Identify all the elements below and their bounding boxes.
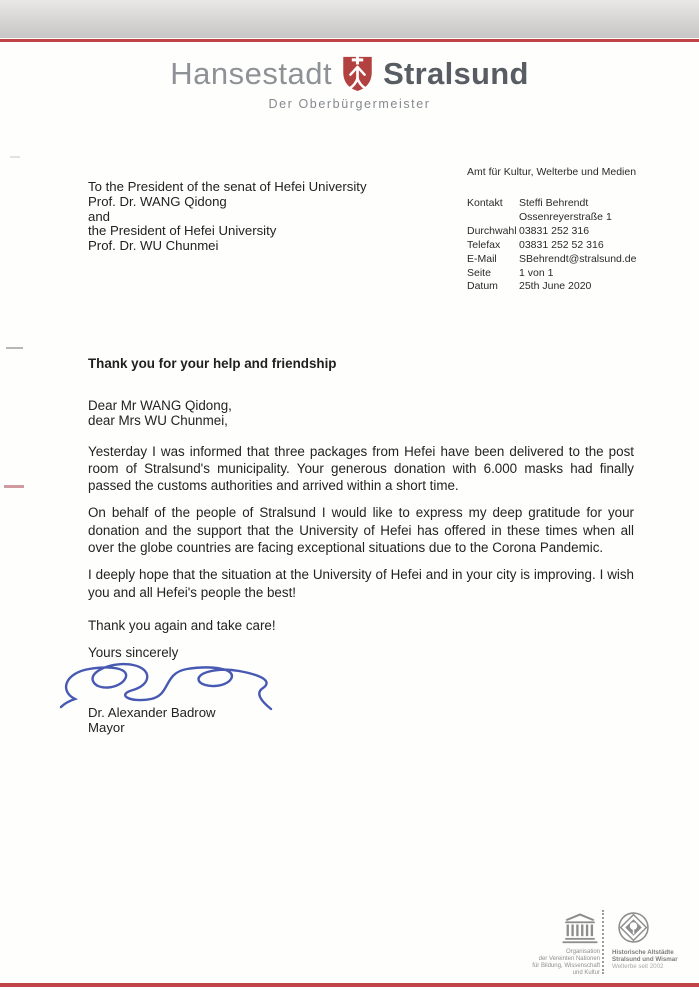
heritage-caption-line: Stralsund und Wismar xyxy=(612,956,678,963)
unesco-caption-line: und Kultur xyxy=(572,970,600,976)
unesco-caption-line: der Vereinten Nationen xyxy=(538,956,600,962)
salutation-line: Dear Mr WANG Qidong, xyxy=(88,398,232,413)
contact-row xyxy=(467,211,636,225)
contact-row xyxy=(467,197,636,211)
top-red-rule xyxy=(0,39,699,42)
closing-thanks: Thank you again and take care! xyxy=(88,617,276,633)
fold-mark xyxy=(4,485,24,488)
contact-label: Kontakt xyxy=(467,197,503,209)
recipient-line: Prof. Dr. WU Chunmei xyxy=(88,238,219,254)
contact-value: Ossenreyerstraße 1 xyxy=(519,210,612,223)
contact-label: Telefax xyxy=(467,238,501,251)
contact-label: E-Mail xyxy=(467,252,497,265)
paragraph: On behalf of the people of Stralsund I would like to express my deep gratitude for your donation and the support that the University of Hefei has offered in these times when all over the globe countries are facing exceptional situations due to the Corona Pandemic. xyxy=(88,505,634,556)
letterhead-subtitle: Der Oberbürgermeister xyxy=(268,97,431,111)
scanner-edge-band xyxy=(0,0,699,38)
logo-text-hansestadt: Hansestadt xyxy=(170,56,333,91)
recipient-line: and xyxy=(88,208,111,224)
footer-dotted-divider xyxy=(602,910,604,974)
contact-label: Durchwahl xyxy=(467,224,517,237)
unesco-caption-line: Organisation xyxy=(565,949,600,955)
unesco-logo-icon xyxy=(558,912,602,946)
signer-name: Dr. Alexander Badrow xyxy=(88,705,216,720)
recipient-line: To the President of the senat of Hefei University xyxy=(88,179,367,194)
signer-title: Mayor xyxy=(88,720,125,735)
contact-label xyxy=(467,211,519,225)
contact-value: 03831 252 316 xyxy=(519,224,590,237)
letter-body xyxy=(88,398,634,672)
department-line: Amt für Kultur, Welterbe und Medien xyxy=(467,166,637,178)
contact-row xyxy=(467,225,636,239)
contact-row xyxy=(467,267,636,281)
subject-line: Thank you for your help and friendship xyxy=(88,356,337,371)
contact-row xyxy=(467,253,636,267)
heritage-caption-line: Historische Altstädte xyxy=(612,949,674,956)
fold-mark xyxy=(10,156,20,158)
heritage-caption xyxy=(612,949,678,970)
contact-email-value: SBehrendt@stralsund.de xyxy=(519,252,637,265)
stralsund-coat-of-arms-icon xyxy=(341,54,374,92)
valediction: Yours sincerely xyxy=(88,645,179,661)
contact-value: 1 von 1 xyxy=(519,266,554,279)
logo-text-stralsund: Stralsund xyxy=(383,56,529,91)
signature-scribble xyxy=(55,657,295,719)
salutation xyxy=(88,398,634,429)
contact-label: Seite xyxy=(467,266,491,279)
unesco-caption xyxy=(527,949,600,977)
unesco-caption-line: für Bildung, Wissenschaft xyxy=(532,963,600,969)
contact-value: 03831 252 52 316 xyxy=(519,238,604,251)
fold-mark xyxy=(6,347,23,349)
heritage-caption-line: Welterbe seit 2002 xyxy=(612,963,664,970)
recipient-block xyxy=(88,180,367,254)
paragraph: Yesterday I was informed that three packages from Hefei have been delivered to the post room of Stralsund's municipality. Your generous donation with 6.000 masks had finally passed the customs authorities and arrived within a short time. xyxy=(88,443,634,494)
contact-row xyxy=(467,280,636,294)
salutation-line: dear Mrs WU Chunmei, xyxy=(88,413,228,429)
contact-row xyxy=(467,239,636,253)
contact-value: Steffi Behrendt xyxy=(519,197,589,209)
letterhead xyxy=(0,56,699,111)
contact-block xyxy=(467,197,636,294)
paragraph: I deeply hope that the situation at the University of Hefei and in your city is improving. I wish you and all Hefei's people the best! xyxy=(88,567,634,600)
city-logo xyxy=(0,56,699,92)
recipient-line: Prof. Dr. WANG Qidong xyxy=(88,193,227,209)
contact-value: 25th June 2020 xyxy=(519,280,592,293)
bottom-red-rule xyxy=(0,983,699,987)
world-heritage-emblem-icon xyxy=(617,911,650,944)
contact-label: Datum xyxy=(467,280,498,293)
recipient-line: the President of Hefei University xyxy=(88,223,277,239)
